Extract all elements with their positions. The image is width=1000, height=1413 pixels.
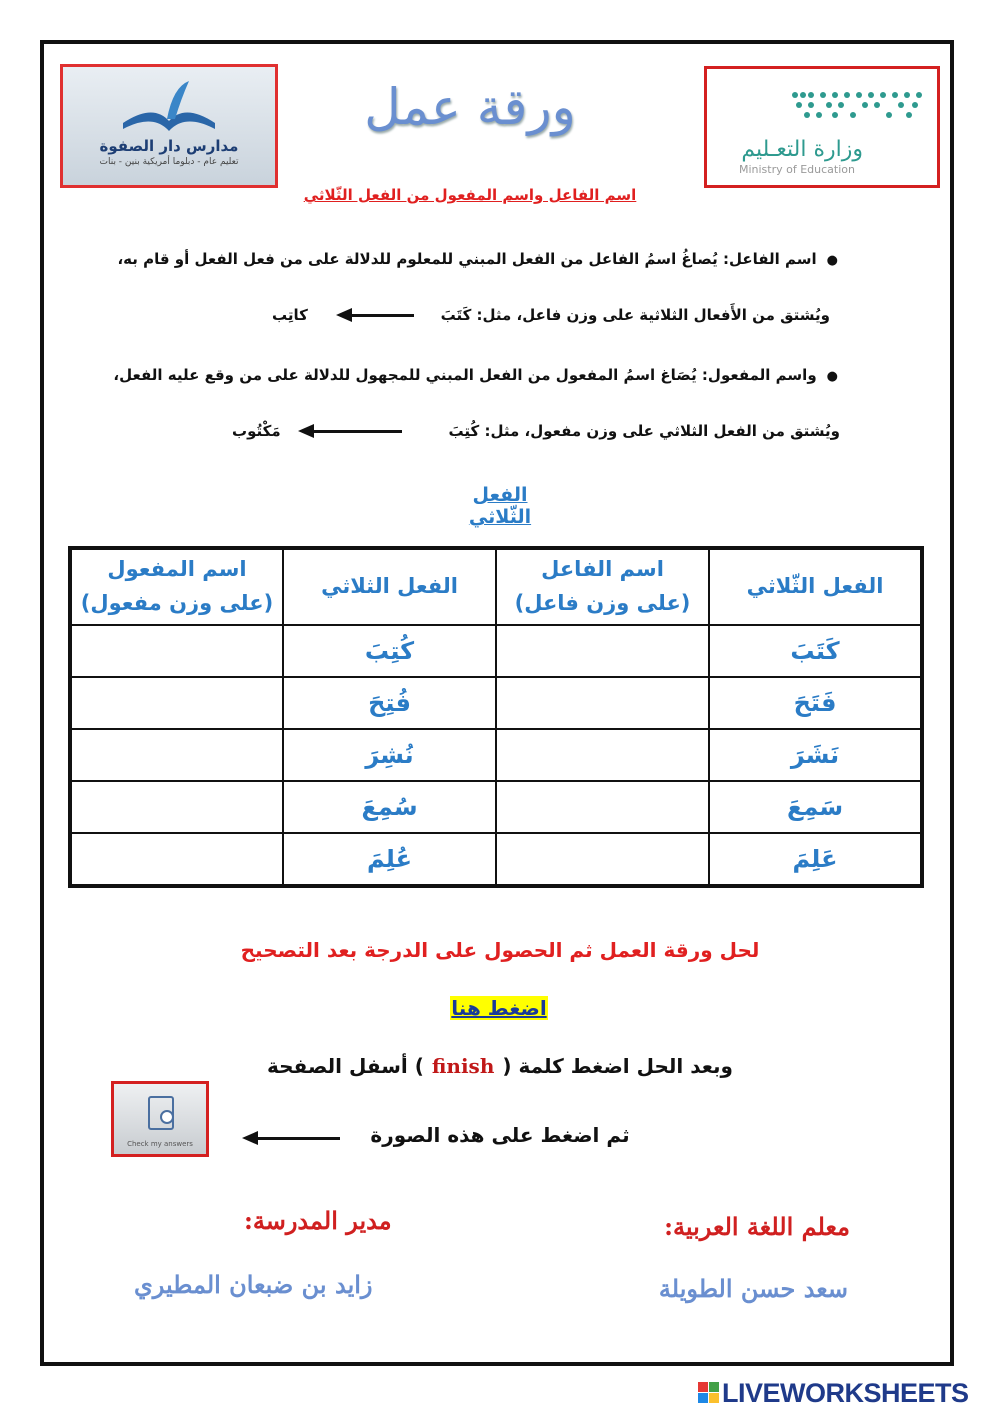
passive-example-result: مَكْتُوب — [232, 422, 281, 440]
table-row — [70, 729, 922, 781]
table-header: الفعل الثلاثي — [283, 548, 496, 625]
passive-participle-answer-field[interactable] — [70, 833, 283, 886]
school-name: مدارس دار الصفوة — [99, 137, 239, 155]
table-row — [70, 625, 922, 677]
solve-instruction: لحل ورقة العمل ثم الحصول على الدرجة بعد التصحيح — [240, 938, 760, 962]
passive-verb-cell: عُلِمَ — [283, 833, 496, 886]
active-verb-cell: نَشَرَ — [709, 729, 922, 781]
passive-rule-line2: ويُشتق من الفعل الثلاثي على وزن مفعول، مثل: كُتِبَ — [448, 422, 840, 440]
click-image-instruction: ثم اضغط على هذه الصورة — [370, 1123, 630, 1147]
active-participle-answer-field[interactable] — [496, 729, 709, 781]
verbs-table — [68, 546, 924, 888]
dots-logo-icon — [789, 87, 929, 123]
table-header: اسم الفاعل (على وزن فاعل) — [496, 548, 709, 625]
active-verb-cell: فَتَحَ — [709, 677, 922, 729]
teacher-title: معلم اللغة العربية: — [664, 1212, 850, 1241]
table-row — [70, 781, 922, 833]
check-answers-label: Check my answers — [127, 1140, 193, 1148]
table-row — [70, 677, 922, 729]
active-verb-cell: سَمِعَ — [709, 781, 922, 833]
passive-verb-cell: نُشِرَ — [283, 729, 496, 781]
arrow-left-icon — [350, 314, 414, 317]
active-participle-answer-field[interactable] — [496, 781, 709, 833]
liveworksheets-watermark[interactable]: LIVEWORKSHEETS — [722, 1378, 969, 1408]
book-logo-icon — [63, 73, 275, 143]
passive-verb-cell: كُتِبَ — [283, 625, 496, 677]
lesson-subtitle: اسم الفاعل واسم المفعول من الفعل الثّلاثي — [303, 186, 637, 204]
table-header: اسم المفعول (على وزن مفعول) — [70, 548, 283, 625]
principal-name: زايد بن ضبعان المطيري — [134, 1270, 373, 1299]
passive-verb-cell: سُمِعَ — [283, 781, 496, 833]
active-example-result: كاتِب — [272, 306, 308, 324]
passive-participle-answer-field[interactable] — [70, 781, 283, 833]
principal-title: مدير المدرسة: — [244, 1206, 392, 1235]
passive-verb-cell: فُتِحَ — [283, 677, 496, 729]
passive-rule-line1: ●واسم المفعول: يُصَاغ اسمُ المفعول من الفعل المبني للمجهول للدلالة على من وقع عليه الفعل، — [113, 366, 838, 384]
click-here-link[interactable]: اضغط هنا — [451, 996, 547, 1020]
active-participle-answer-field[interactable] — [496, 677, 709, 729]
checklist-icon — [148, 1096, 174, 1130]
table-heading: الفعل الثّلاثي — [468, 484, 532, 528]
arrow-left-icon — [256, 1137, 340, 1140]
active-rule-line1: ●اسم الفاعل: يُصاغُ اسمُ الفاعل من الفعل المبني للمعلوم للدلالة على من فعل الفعل أو قام به، — [117, 250, 838, 268]
teacher-name: سعد حسن الطويلة — [658, 1274, 848, 1303]
ministry-arabic-name: وزارة التعـليم — [741, 137, 863, 162]
active-participle-answer-field[interactable] — [496, 625, 709, 677]
active-rule-line2: ويُشتق من الأَفعال الثلاثية على وزن فاعل، مثل: كَتَبَ — [440, 306, 830, 324]
table-header: الفعل الثّلاثي — [709, 548, 922, 625]
passive-participle-answer-field[interactable] — [70, 729, 283, 781]
passive-participle-answer-field[interactable] — [70, 625, 283, 677]
active-verb-cell: كَتَبَ — [709, 625, 922, 677]
school-logo — [60, 64, 278, 188]
bullet-icon: ● — [826, 369, 838, 384]
table-row — [70, 833, 922, 886]
bullet-icon: ● — [826, 253, 838, 268]
liveworksheets-logo-icon — [698, 1382, 720, 1404]
school-tagline: تعليم عام - دبلوما أمريكية بنين - بنات — [99, 157, 239, 167]
check-answers-button[interactable] — [111, 1081, 209, 1157]
passive-participle-answer-field[interactable] — [70, 677, 283, 729]
active-verb-cell: عَلِمَ — [709, 833, 922, 886]
page-title: ورقة عمل — [364, 78, 576, 136]
ministry-english-name: Ministry of Education — [738, 163, 855, 176]
arrow-left-icon — [312, 430, 402, 433]
finish-word: finish — [431, 1054, 495, 1078]
ministry-logo — [704, 66, 940, 188]
finish-instruction: وبعد الحل اضغط كلمة (finish) أسفل الصفحة — [267, 1054, 733, 1078]
active-participle-answer-field[interactable] — [496, 833, 709, 886]
